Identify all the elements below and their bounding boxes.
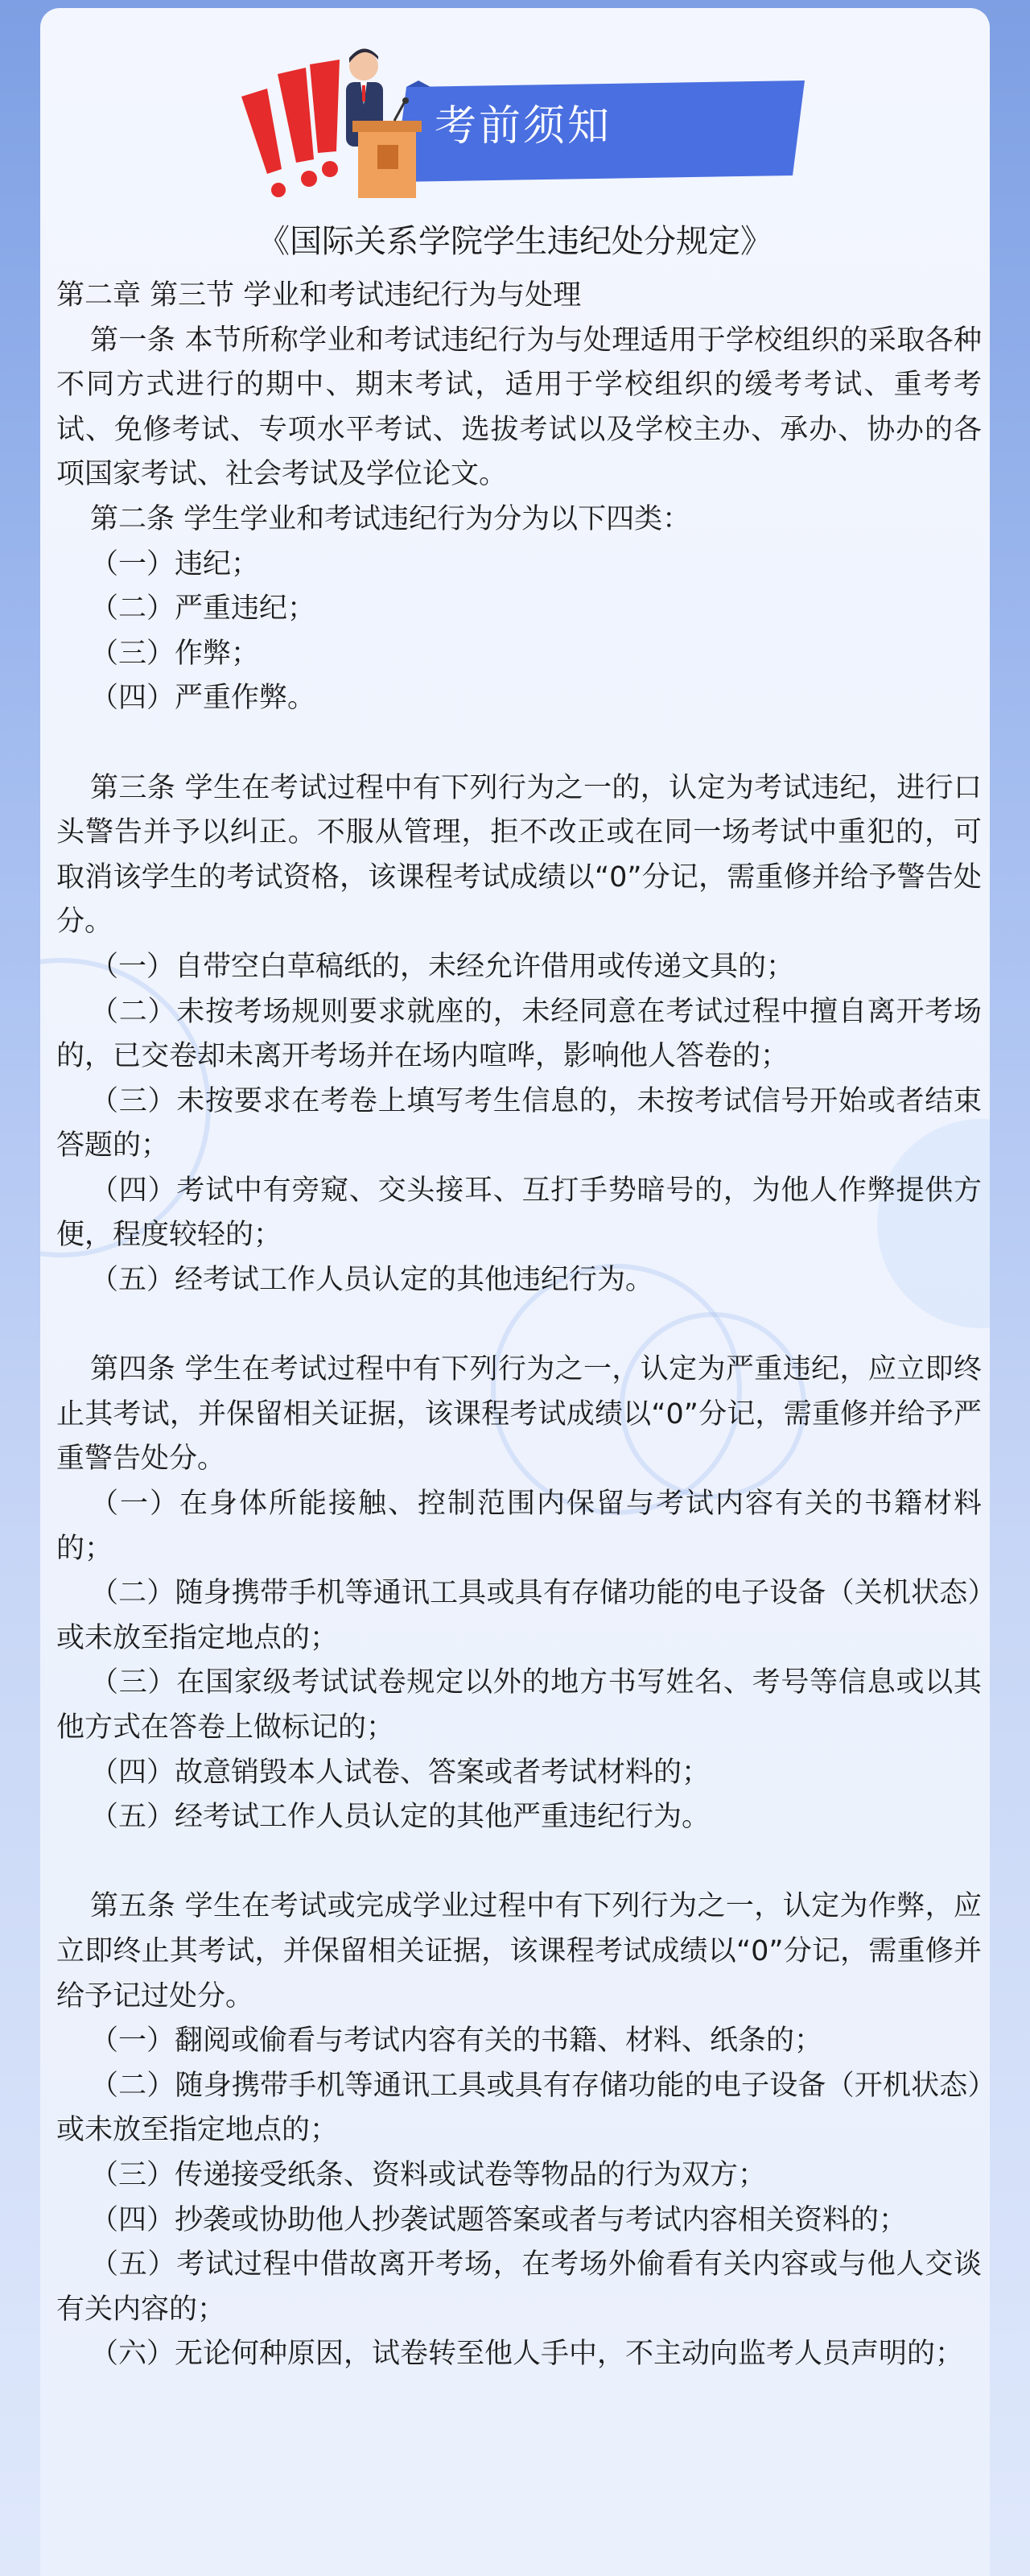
paragraph: 第三条 学生在考试过程中有下列行为之一的，认定为考试违纪，进行口头警告并予以纠正。不服从管理，拒不改正或在同一场考试中重犯的，可取消该学生的考试资格，该课程考试成绩以“0”分记，需重修并给予警告处分。 — [56, 771, 982, 939]
paragraph: （二）严重违纪； — [90, 592, 316, 625]
paragraph: （四）故意销毁本人试卷、答案或者考试材料的； — [90, 1756, 711, 1789]
paragraph: 第二条 学生学业和考试违纪行为分为以下四类： — [90, 502, 691, 535]
paragraph: （一）在身体所能接触、控制范围内保留与考试内容有关的书籍材料的； — [56, 1488, 982, 1565]
paragraph: （五）经考试工作人员认定的其他严重违纪行为。 — [90, 1801, 711, 1834]
paragraph: 第一条 本节所称学业和考试违纪行为与处理适用于学校组织的采取各种不同方式进行的期中、期末考试，适用于学校组织的缓考考试、重考考试、免修考试、专项水平考试、选拔考试以及学校主办、承办、协办的各项国家考试、社会考试及学位论文。 — [56, 324, 982, 491]
header-illustration — [40, 40, 990, 201]
paragraph: （三）作弊； — [90, 637, 260, 670]
paragraph: （五）考试过程中借故离开考场，在考场外偷看有关内容或与他人交谈有关内容的； — [56, 2248, 982, 2326]
banner-title: 考前须知 — [434, 102, 612, 151]
paragraph-gap — [56, 721, 982, 766]
paragraph: （四）抄袭或协助他人抄袭试题答案或者与考试内容相关资料的； — [90, 2203, 908, 2236]
paragraph: （五）经考试工作人员认定的其他违纪行为。 — [90, 1264, 654, 1297]
regulation-text — [56, 274, 982, 2377]
paragraph: （二）随身携带手机等通讯工具或具有存储功能的电子设备（开机状态）或未放至指定地点的； — [56, 2069, 982, 2147]
paragraph: （二）未按考场规则要求就座的，未经同意在考试过程中擅自离开考场的，已交卷却未离开考场并在场内喧哗，影响他人答卷的； — [56, 995, 982, 1073]
paragraph: （二）随身携带手机等通讯工具或具有存储功能的电子设备（关机状态）或未放至指定地点的； — [56, 1577, 982, 1654]
paragraph-gap — [56, 1840, 982, 1885]
paragraph: （一）翻阅或偷看与考试内容有关的书籍、材料、纸条的； — [90, 2025, 823, 2058]
paragraph: 第四条 学生在考试过程中有下列行为之一，认定为严重违纪，应立即终止其考试，并保留相关证据，该课程考试成绩以“0”分记，需重修并给予严重警告处分。 — [56, 1353, 982, 1476]
paragraph: （三）在国家级考试试卷规定以外的地方书写姓名、考号等信息或以其他方式在答卷上做标记的； — [56, 1666, 982, 1744]
paragraph: （三）传递接受纸条、资料或试卷等物品的行为双方； — [90, 2158, 767, 2191]
content-card — [40, 8, 990, 2576]
paragraph: （四）严重作弊。 — [90, 682, 316, 715]
document-title: 《国际关系学院学生违纪处分规定》 — [258, 223, 772, 260]
paragraph: （一）违纪； — [90, 547, 260, 580]
paragraph: （三）未按要求在考卷上填写考生信息的，未按考试信号开始或者结束答题的； — [56, 1084, 982, 1162]
paragraph-gap — [56, 1303, 982, 1348]
paragraph: 第二章 第三节 学业和考试违纪行为与处理 — [56, 279, 582, 312]
paragraph: （一）自带空白草稿纸的，未经允许借用或传递文具的； — [90, 950, 795, 983]
paragraph: （六）无论何种原因，试卷转至他人手中，不主动向监考人员声明的； — [90, 2338, 964, 2371]
paragraph: 第五条 学生在考试或完成学业过程中有下列行为之一，认定为作弊，应立即终止其考试，并保留相关证据，该课程考试成绩以“0”分记，需重修并给予记过处分。 — [56, 1890, 982, 2013]
paragraph: （四）考试中有旁窥、交头接耳、互打手势暗号的，为他人作弊提供方便，程度较轻的； — [56, 1174, 982, 1252]
